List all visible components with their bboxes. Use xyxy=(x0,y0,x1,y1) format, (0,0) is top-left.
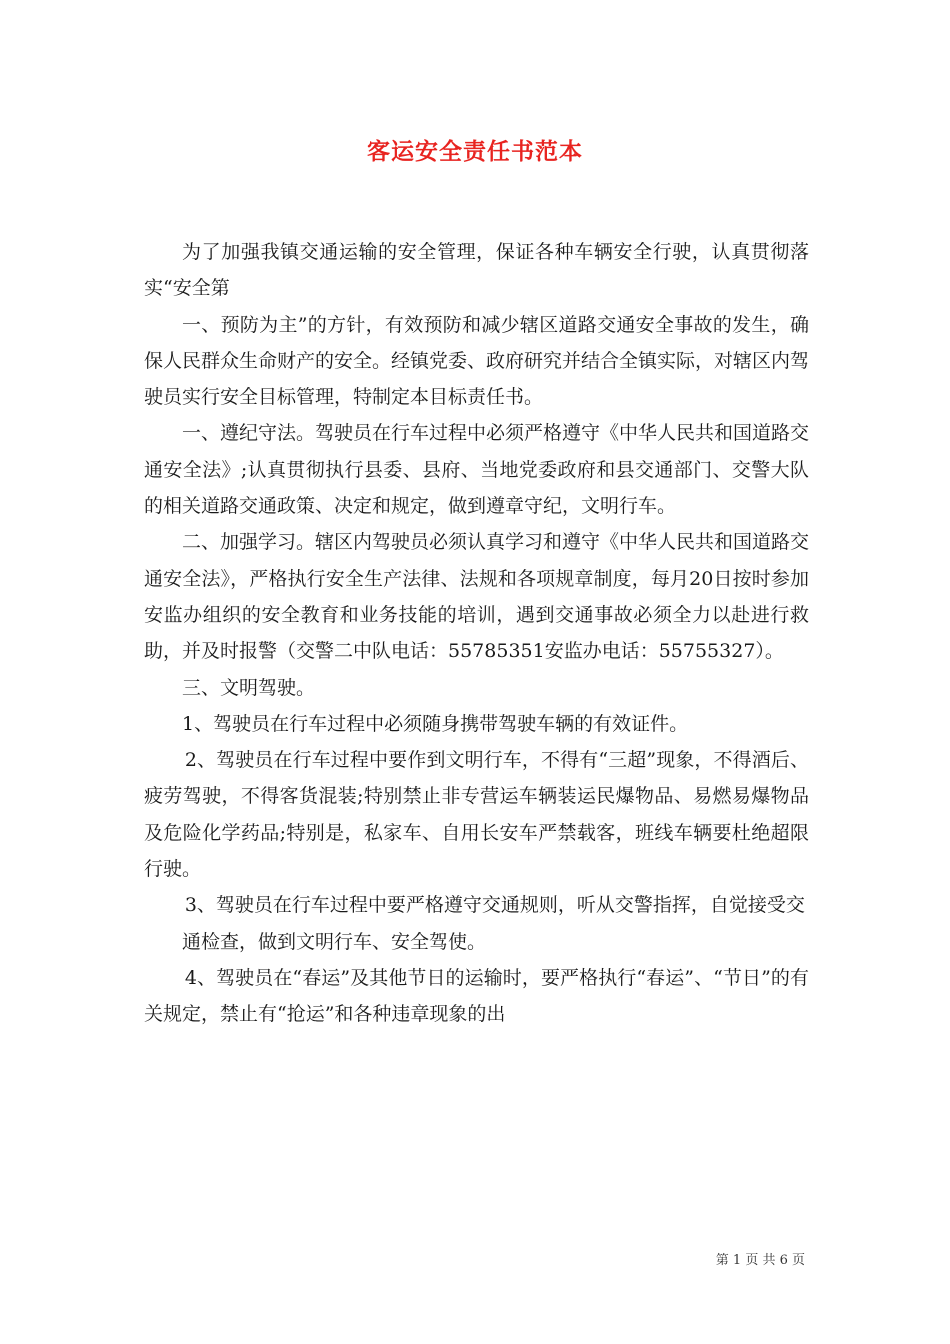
paragraph-study: 二、加强学习。辖区内驾驶员必须认真学习和遵守《中华人民共和国道路交通安全法》，严格执行安全生产法律、法规和各项规章制度，每月20日按时参加安监办组织的安全教育和业务技能的培训，遇到交通事故必须全力以赴进行救助，并及时报警（交警二中队电话：55785351安监办电话：55755327）。 xyxy=(144,531,810,663)
document-body xyxy=(144,234,809,1033)
paragraph-policy: 一、预防为主”的方针，有效预防和减少辖区道路交通安全事故的发生，确保人民群众生命财产的安全。经镇党委、政府研究并结合全镇实际，对辖区内驾驶员实行安全目标管理，特制定本目标责任书。 xyxy=(144,313,810,409)
paragraph-law-compliance: 一、遵纪守法。驾驶员在行车过程中必须严格遵守《中华人民共和国道路交通安全法》;认真贯彻执行县委、县府、当地党委政府和县交通部门、交警大队的相关道路交通政策、决定和规定，做到遵章守纪，文明行车。 xyxy=(144,422,810,518)
paragraph-item-1: 1、驾驶员在行车过程中必须随身携带驾驶车辆的有效证件。 xyxy=(182,712,689,735)
paragraph-item-4: 4、驾驶员在“春运”及其他节日的运输时，要严格执行“春运”、“节日”的有关规定，禁止有“抢运”和各种违章现象的出 xyxy=(144,966,809,1026)
paragraph-item-2: 2、驾驶员在行车过程中要作到文明行车，不得有“三超”现象，不得酒后、疲劳驾驶，不得客货混装;特别禁止非专营运车辆装运民爆物品、易燃易爆物品及危险化学药品;特别是，私家车、自用长安车严禁载客，班线车辆要杜绝超限行驶。 xyxy=(144,749,809,881)
document-title: 客运安全责任书范本 xyxy=(367,138,583,165)
page-number: 第 1 页 共 6 页 xyxy=(715,1253,805,1268)
paragraph-civil-driving-heading: 三、文明驾驶。 xyxy=(182,676,316,699)
paragraph-item-3: 3、驾驶员在行车过程中要严格遵守交通规则，听从交警指挥，自觉接受交 xyxy=(184,894,805,917)
paragraph-intro: 为了加强我镇交通运输的安全管理，保证各种车辆安全行驶，认真贯彻落实“安全第 xyxy=(144,241,809,300)
paragraph-item-3-continued: 通检查，做到文明行车、安全驾使。 xyxy=(182,930,487,953)
